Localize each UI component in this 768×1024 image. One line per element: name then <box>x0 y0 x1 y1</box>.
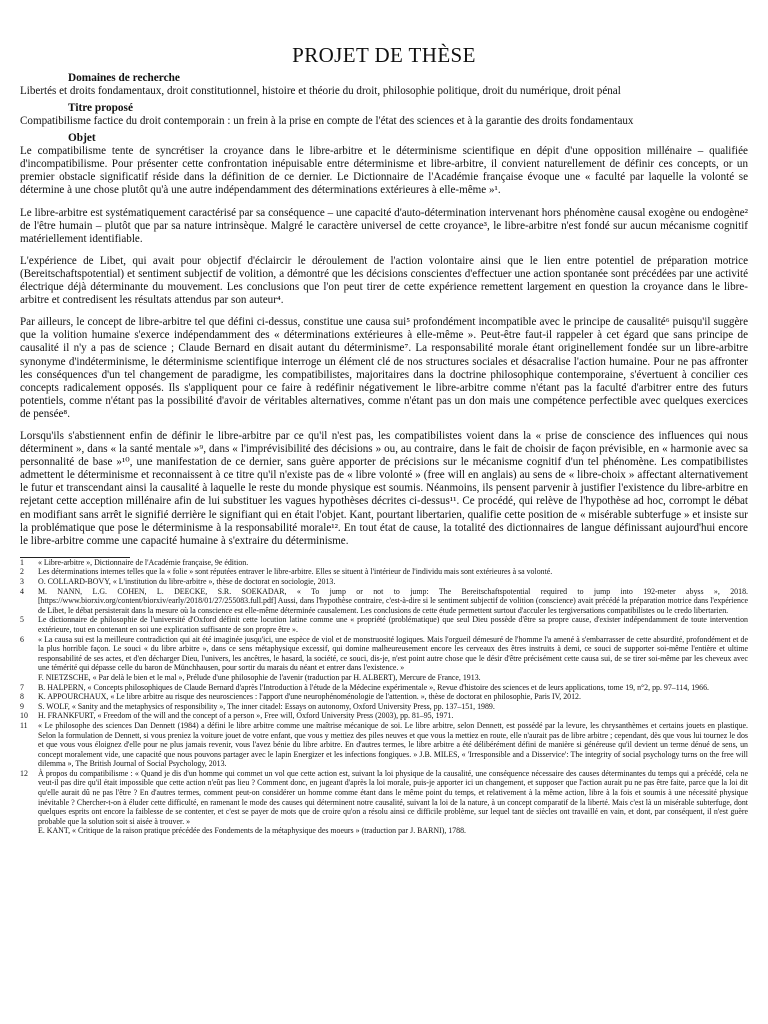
section-text-titre: Compatibilisme factice du droit contemporain : un frein à la prise en compte de l'état des sciences et à la garantie des droits fondamentaux <box>20 115 634 128</box>
body-paragraph: L'expérience de Libet, qui avait pour objectif d'éclaircir le déroulement de l'action volontaire ainsi que le lien entre potentiel de préparation motrice (Bereitschaftspotential) et sentiment subjectif de volition, a démontré que les décisions conscientes d'effectuer une action spontanée sont précédées par une activité électrique déjà déterminante du mouvement. Les conclusions que l'on peut tirer de cette expérience remettent largement en question la croyance dans le libre-arbitre et contredisent les résultats attendus par son auteur⁴. <box>20 254 748 307</box>
footnote-number: 8 <box>20 692 24 702</box>
footnote <box>20 692 748 702</box>
footnote-number: 2 <box>20 567 24 577</box>
footnote-body <box>38 769 748 836</box>
section-heading-titre: Titre proposé <box>68 102 133 115</box>
footnote <box>20 702 748 712</box>
footnote-number: 6 <box>20 634 24 644</box>
footnote-text: O. COLLARD-BOVY, « L'institution du libre-arbitre », thèse de doctorat en sociologie, 2013. <box>38 577 336 586</box>
footnote <box>20 635 748 683</box>
footnote-number: 4 <box>20 586 24 596</box>
footnote <box>20 577 748 587</box>
footnote-text: « Libre-arbitre », Dictionnaire de l'Académie française, 9e édition. <box>38 557 249 567</box>
section-heading-domaines: Domaines de recherche <box>68 72 180 84</box>
footnote-text: H. FRANKFURT, « Freedom of the will and the concept of a person », Free will, Oxford University Press (2003), pp. 81–95, 1971. <box>38 711 454 721</box>
footnote-number: 3 <box>20 577 24 586</box>
footnote-text: À propos du compatibilisme : « Quand je dis d'un homme qui commet un vol que cette action est, suivant la loi physique de la causalité, une conséquence nécessaire des causes déterminantes du temps qui a précédé, cela ne veut-il pas dire qu'il était impossible que cette action n'eût pas lieu ? Comment donc, en jugeant d'après la loi morale, puis-je apporter ici un changement, et supposer que l'action aurait pu ne pas être faite, parce que la loi dit qu'elle aurait dû ne pas l'être ? En d'autres termes, comment peut-on considérer un homme comme étant dans le même point du temps, et relativement à la même action, libre à la fois et soumis à une nécessité physique inévitable ? Chercher-t-on à éluder cette difficulté, en ramenant le mode des causes qui déterminent notre causalité, suivant la loi de la nature, à un concept comparatif de la liberté. Mais c'est là un misérable subterfuge, dont quelques esprits ont encore la faiblesse de se contenter, et c'est se payer de mots que de croire qu'on a résolu ainsi ce difficile problème, sur lequel tant de siècles ont travaillé en vain, et dont, par conséquent, il n'est guère probable que la solution soit si aisée à trouver. » <box>38 768 748 826</box>
footnote <box>20 567 748 577</box>
footnote-number: 5 <box>20 615 24 625</box>
document-page <box>20 44 748 836</box>
footnote <box>20 769 748 836</box>
footnote-number: 10 <box>20 711 28 721</box>
footnote-number: 12 <box>20 768 28 778</box>
footnote <box>20 721 748 769</box>
footnote-number: 1 <box>20 557 24 567</box>
footnote-text: B. HALPERN, « Concepts philosophiques de Claude Bernard d'après l'Introduction à l'étude de la Médecine expérimentale », Revue d'histoire des sciences et de leurs applications, tome 19, n°2, pp. 97–114, 1966. <box>38 682 709 692</box>
footnote-source: F. NIETZSCHE, « Par delà le bien et le mal », Prélude d'une philosophie de l'avenir (traduction par H. ALBERT), Mercure de France, 1913. <box>38 672 481 682</box>
footnote-text: S. WOLF, « Sanity and the metaphysics of responsibility », The inner citadel: Essays on autonomy, Oxford University Press, pp. 137–151, 1989. <box>38 701 495 711</box>
footnote <box>20 587 748 616</box>
footnote-text: Le dictionnaire de philosophie de l'université d'Oxford définit cette locution latine comme une « propriété (problématique) que seul Dieu possède d'être sa propre cause, d'exister indépendamment de toute intervention extérieure, tout en contenant en soi une explication suffisante de son propre être ». <box>38 615 748 634</box>
section-heading-objet: Objet <box>68 132 96 145</box>
footnote-body <box>38 635 748 683</box>
footnote <box>20 683 748 693</box>
section-text-domaines: Libertés et droits fondamentaux, droit constitutionnel, histoire et théorie du droit, philosophie politique, droit du numérique, droit pénal <box>20 85 621 97</box>
footnote-source: E. KANT, « Critique de la raison pratique précédée des Fondements de la métaphysique des moeurs » (traduction par J. BARNI), 1788. <box>38 826 467 836</box>
footnote-number: 9 <box>20 701 24 711</box>
footnote-number: 11 <box>20 720 28 730</box>
footnote-text: « Le philosophe des sciences Dan Dennett (1984) a défini le libre arbitre comme une maîtrise mécanique de soi. Le libre arbitre, selon Dennett, est possédé par la levure, les chrysanthèmes et certains jouets en plastique. Selon la formulation de Dennett, si vous preniez la voiture jouet de votre enfant, que vous y mettiez des piles neuves et que vous la mettiez en route, elle n'aurait pas de libre arbitre ; cependant, dès que vous lui tournez le dos et que vous vous éloignez d'elle pour ne plus jamais revenir, vous l'avez bénie du libre arbitre. En d'autres termes, le libre arbitre a été délibérément défini de manière si généreuse qu'il devient un terme dénué de sens, un concept moralement vide, une capacité que nous pouvons partager avec le lapin Energizer et les infections fongiques. » J.B. MILES, « 'Irresponsible and a Disservice': The integrity of social psychology turns on the free will dilemma », The British Journal of Social Psychology, 2013. <box>38 720 748 769</box>
footnote-text: K. APPOURCHAUX, « Le libre arbitre au risque des neurosciences : l'apport d'une neurophénoménologie de l'attention. », thèse de doctorat en philosophie, Paris IV, 2012. <box>38 692 581 702</box>
footnote-number: 7 <box>20 682 24 692</box>
body-paragraph: Lorsqu'ils s'abstiennent enfin de définir le libre-arbitre par ce qu'il n'est pas, les compatibilistes voient dans la « prise de conscience des influences qui nous déterminent », dans « la santé mentale »⁹, dans « l'imprévisibilité des décisions » ou, au contraire, dans le fait de choisir de façon prévisible, en « harmonie avec sa personnalité de base »¹⁰, une manifestation de ce dernier, sans guère apporter de précisions sur le mécanisme cognitif d'un tel phénomène. Les compatibilistes admettent le déterminisme et reconnaissent à ce titre qu'il n'existe pas de « libre volonté » (free will en anglais) au sens de « libre-choix » affectant alternativement le futur et transcendant ainsi la causalité à laquelle le reste du monde physique est soumis. Néanmoins, ils pensent parvenir à justifier l'existence du libre-arbitre en rejetant cette acception millénaire afin de lui substituer les vagues hypothèses décrites ci-dessus¹¹. Ce procédé, qui relève de l'hypothèse ad hoc, corrompt le débat en modifiant sans arrêt le signifié derrière le signifiant qui en était l'objet. Kant, pourtant libertarien, qualifie cette position de « misérable subterfuge » et insiste sur la problématique que pose le déterminisme à la responsabilité morale¹². En tout état de cause, la totalité des dictionnaires de langue définissant aujourd'hui encore le libre-arbitre comme une capacité humaine à s'extraire du déterminisme. <box>20 429 748 547</box>
footnotes <box>20 558 748 836</box>
footnote-text: « La causa sui est la meilleure contradiction qui ait été imaginée jusqu'ici, une espèce de viol et de monstruosité logiques. Mais l'orgueil démesuré de l'homme l'a amené à s'embarrasser de cette absurdité, profondément et de la plus horrible façon. Le souci « du libre arbitre », dans ce sens métaphysique excessif, qui domine malheureusement encore les cerveaux des êtres instruits à demi, ce souci de supporter soi-même l'entière et ultime responsabilité de ses actes, et d'en décharger Dieu, l'univers, les ancêtres, le hasard, la société, ce souci, dis-je, n'est point autre chose que le désir d'être précisément cette causa sui, de se tirer soi-même par les cheveux avec une témérité qui dépasse celle du baron de Münchhausen, pour sortir du marais du néant et entrer dans l'existence. » <box>38 634 748 673</box>
footnote-text: Les déterminations internes telles que la « folie » sont réputées entraver le libre-arbitre. Elles se situent à l'intérieur de l'individu mais sont extérieures à sa volonté. <box>38 567 553 577</box>
footnote-text: M. NANN, L.G. COHEN, L. DEECKE, S.R. SOEKADAR, « To jump or not to jump: The Bereitschaftspotential required to jump into 192-meter abyss », 2018. [https://www.biorxiv.org/content/biorxiv/early/2018/01/27/255083.full.pdf] Aussi, dans l'hypothèse contraire, c'est-à-dire si le sentiment subjectif de volition (conscience) avait précédé la préparation motrice dans l'expérience de Libet, le débat persisterait dans la mesure où la conscience est elle-même déterminée causalement. Les conclusions de cette étude permettent surtout d'acculer les tergiversations compatibilistes ou le credo libertarien. <box>38 586 748 615</box>
footnote <box>20 711 748 721</box>
body-paragraph: Le compatibilisme tente de syncrétiser la croyance dans le libre-arbitre et le déterminisme scientifique en dépit d'une opposition millénaire – qualifiée d'incompatibilisme. Pour présenter cette confrontation inépuisable entre déterminisme et libre-arbitre, il convient naturellement de définir ces concepts, or un premier obstacle significatif réside dans la définition de ce dernier. Le Dictionnaire de l'Académie française évoque une « faculté par laquelle la volonté se détermine à une chose plutôt qu'à une autre indépendamment des déterminations extérieures à elle-même »¹. <box>20 145 748 197</box>
body-paragraph: Le libre-arbitre est systématiquement caractérisé par sa conséquence – une capacité d'auto-détermination intervenant hors phénomène causal exogène ou endogène² de l'être humain – plutôt que par sa nature intrinsèque. Malgré le caractère universel de cette croyance³, le libre-arbitre n'est fondé sur aucun mécanisme cognitif matériellement identifiable. <box>20 206 748 245</box>
body-paragraph: Par ailleurs, le concept de libre-arbitre tel que défini ci-dessus, constitue une causa sui⁵ profondément incompatible avec le principe de causalité⁶ puisqu'il suggère que la volition humaine s'exerce indépendamment des « déterminations extérieures à elle-même ». Peut-être faut-il rappeler à cet égard que sans principe de causalité il n'y a pas de science ; Claude Bernard en disait autant du déterminisme⁷. La responsabilité morale étant originellement fondée sur un libre-arbitre synonyme d'indéterminisme, le déterminisme scientifique interroge un élément clé de nos structures sociales et désacralise l'action humaine. Pour ne pas affronter les conséquences d'un tel changement de paradigme, les compatibilistes, majoritaires dans la doctrine philosophique contemporaine, s'évertuent à concilier ces concepts radicalement opposés. Ils s'appliquent pour ce faire à redéfinir négativement le libre-arbitre comme n'étant pas la faculté d'arbitrer entre des futurs potentiels, comme n'étant pas la possibilité d'avoir de véritables alternatives, comme n'étant pas un don mais une compétence perfectible avec quelques exercices de pensée⁸. <box>20 316 748 420</box>
footnote <box>20 558 748 568</box>
page-title: PROJET DE THÈSE <box>292 43 476 67</box>
footnote <box>20 615 748 634</box>
